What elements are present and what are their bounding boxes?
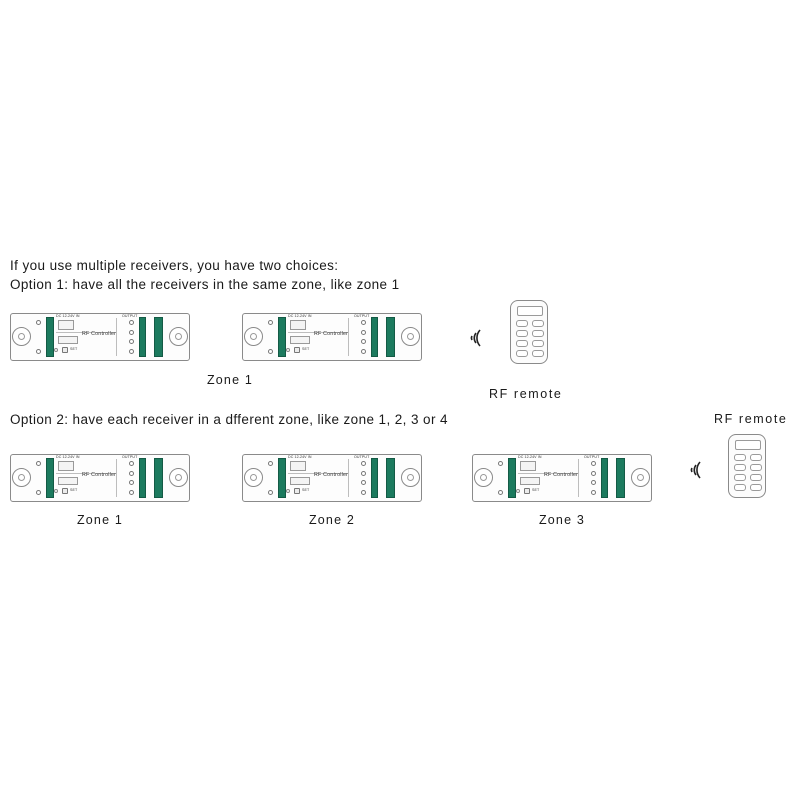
set-button[interactable]	[62, 347, 68, 353]
ic-chip-icon	[58, 461, 74, 471]
zone-label-2: Zone 2	[308, 513, 356, 527]
device-brand-label: RF Controller	[82, 331, 117, 337]
remote-key[interactable]	[734, 454, 746, 461]
input-screw-terminals	[36, 461, 41, 495]
input-label: DC 12-24V IN	[288, 455, 312, 459]
rf-controller-device	[472, 454, 652, 502]
device-pcb	[262, 314, 402, 360]
set-button[interactable]	[294, 347, 300, 353]
screw-icon	[591, 461, 596, 466]
mounting-ear-right-icon	[401, 468, 420, 487]
zone-label-option1: Zone 1	[206, 373, 254, 387]
device-brand-label: RF Controller	[544, 472, 579, 478]
output-screw-terminals	[129, 320, 134, 354]
remote-key[interactable]	[734, 474, 746, 481]
screw-icon	[591, 480, 596, 485]
input-label: DC 12-24V IN	[56, 314, 80, 318]
screw-icon	[591, 490, 596, 495]
screw-icon	[361, 490, 366, 495]
screw-icon	[129, 480, 134, 485]
output-terminal-block	[154, 458, 163, 498]
pcb-trace	[348, 459, 349, 497]
screw-icon	[36, 320, 41, 325]
input-screw-terminals	[36, 320, 41, 354]
output-terminal-block	[154, 317, 163, 357]
option1-text: Option 1: have all the receivers in the same zone, like zone 1	[10, 277, 400, 292]
set-button[interactable]	[524, 488, 530, 494]
output-screw-terminals	[361, 320, 366, 354]
screw-icon	[361, 471, 366, 476]
screw-icon	[268, 320, 273, 325]
input-label: DC 12-24V IN	[518, 455, 542, 459]
mounting-ear-left-icon	[244, 327, 263, 346]
input-label: DC 12-24V IN	[288, 314, 312, 318]
status-led-icon	[54, 489, 58, 493]
input-terminal-block	[278, 458, 286, 498]
ic-chip-2-icon	[58, 477, 78, 485]
output-label: OUTPUT	[584, 455, 600, 459]
screw-icon	[129, 490, 134, 495]
screw-icon	[591, 471, 596, 476]
pcb-trace	[116, 459, 117, 497]
mounting-ear-right-icon	[631, 468, 650, 487]
remote-key[interactable]	[750, 454, 762, 461]
remote-key[interactable]	[516, 330, 528, 337]
rf-signal-waves-icon	[464, 326, 484, 350]
rf-remote-label-option2: RF remote	[714, 412, 788, 426]
output-terminal-block-2	[139, 458, 146, 498]
input-terminal-block	[46, 317, 54, 357]
output-screw-terminals	[591, 461, 596, 495]
remote-key[interactable]	[532, 340, 544, 347]
device-brand-label: RF Controller	[314, 331, 349, 337]
set-label: SET	[70, 488, 78, 492]
remote-key[interactable]	[750, 474, 762, 481]
mounting-ear-right-icon	[169, 468, 188, 487]
output-screw-terminals	[129, 461, 134, 495]
output-terminal-block	[386, 458, 395, 498]
remote-keypad[interactable]	[516, 320, 544, 357]
screw-icon	[361, 349, 366, 354]
screw-icon	[129, 330, 134, 335]
remote-display	[735, 440, 761, 450]
rf-controller-device	[10, 454, 190, 502]
ic-chip-icon	[290, 320, 306, 330]
mounting-ear-left-icon	[12, 468, 31, 487]
ic-chip-2-icon	[520, 477, 540, 485]
ic-chip-2-icon	[58, 336, 78, 344]
input-terminal-block	[278, 317, 286, 357]
input-screw-terminals	[268, 320, 273, 354]
status-led-icon	[286, 348, 290, 352]
screw-icon	[361, 320, 366, 325]
output-terminal-block-2	[371, 458, 378, 498]
remote-display	[517, 306, 543, 316]
output-terminal-block-2	[601, 458, 608, 498]
rf-controller-device	[242, 454, 422, 502]
output-screw-terminals	[361, 461, 366, 495]
mounting-ear-right-icon	[169, 327, 188, 346]
device-brand-label: RF Controller	[82, 472, 117, 478]
remote-key[interactable]	[516, 350, 528, 357]
input-label: DC 12-24V IN	[56, 455, 80, 459]
ic-chip-2-icon	[290, 336, 310, 344]
screw-icon	[498, 490, 503, 495]
set-label: SET	[532, 488, 540, 492]
remote-key[interactable]	[532, 330, 544, 337]
screw-icon	[361, 480, 366, 485]
screw-icon	[268, 490, 273, 495]
device-pcb	[30, 314, 170, 360]
remote-key[interactable]	[516, 340, 528, 347]
device-brand-label: RF Controller	[314, 472, 349, 478]
set-label: SET	[302, 347, 310, 351]
input-screw-terminals	[268, 461, 273, 495]
status-led-icon	[54, 348, 58, 352]
pcb-trace	[578, 459, 579, 497]
mounting-ear-left-icon	[244, 468, 263, 487]
screw-icon	[129, 320, 134, 325]
mounting-ear-left-icon	[12, 327, 31, 346]
input-screw-terminals	[498, 461, 503, 495]
screw-icon	[268, 461, 273, 466]
screw-icon	[36, 461, 41, 466]
zone-label-1: Zone 1	[76, 513, 124, 527]
ic-chip-icon	[58, 320, 74, 330]
status-led-icon	[516, 489, 520, 493]
remote-keypad[interactable]	[734, 454, 762, 491]
remote-key[interactable]	[734, 464, 746, 471]
input-terminal-block	[508, 458, 516, 498]
pcb-trace	[116, 318, 117, 356]
screw-icon	[129, 349, 134, 354]
rf-controller-device	[10, 313, 190, 361]
ic-chip-2-icon	[290, 477, 310, 485]
screw-icon	[361, 339, 366, 344]
screw-icon	[268, 349, 273, 354]
remote-key[interactable]	[750, 464, 762, 471]
screw-icon	[36, 349, 41, 354]
output-terminal-block	[386, 317, 395, 357]
device-pcb	[30, 455, 170, 501]
pcb-trace	[348, 318, 349, 356]
set-button[interactable]	[294, 488, 300, 494]
status-led-icon	[286, 489, 290, 493]
screw-icon	[361, 330, 366, 335]
screw-icon	[129, 339, 134, 344]
zone-label-3: Zone 3	[538, 513, 586, 527]
rf-signal-waves-icon	[684, 458, 704, 482]
output-terminal-block	[616, 458, 625, 498]
ic-chip-icon	[520, 461, 536, 471]
output-terminal-block-2	[371, 317, 378, 357]
rf-controller-device	[242, 313, 422, 361]
intro-text: If you use multiple receivers, you have two choices:	[10, 258, 339, 273]
device-pcb	[262, 455, 402, 501]
rf-remote-option1[interactable]	[510, 300, 548, 364]
device-pcb	[492, 455, 632, 501]
input-terminal-block	[46, 458, 54, 498]
screw-icon	[129, 471, 134, 476]
output-label: OUTPUT	[354, 314, 370, 318]
output-terminal-block-2	[139, 317, 146, 357]
screw-icon	[361, 461, 366, 466]
output-label: OUTPUT	[122, 455, 138, 459]
option2-text: Option 2: have each receiver in a dfferent zone, like zone 1, 2, 3 or 4	[10, 412, 448, 427]
remote-key[interactable]	[750, 484, 762, 491]
screw-icon	[129, 461, 134, 466]
set-button[interactable]	[62, 488, 68, 494]
remote-key[interactable]	[734, 484, 746, 491]
remote-key[interactable]	[516, 320, 528, 327]
rf-remote-label-option1: RF remote	[489, 387, 563, 401]
mounting-ear-right-icon	[401, 327, 420, 346]
output-label: OUTPUT	[122, 314, 138, 318]
screw-icon	[36, 490, 41, 495]
remote-key[interactable]	[532, 320, 544, 327]
mounting-ear-left-icon	[474, 468, 493, 487]
set-label: SET	[70, 347, 78, 351]
remote-key[interactable]	[532, 350, 544, 357]
rf-remote-option2[interactable]	[728, 434, 766, 498]
set-label: SET	[302, 488, 310, 492]
output-label: OUTPUT	[354, 455, 370, 459]
screw-icon	[498, 461, 503, 466]
ic-chip-icon	[290, 461, 306, 471]
